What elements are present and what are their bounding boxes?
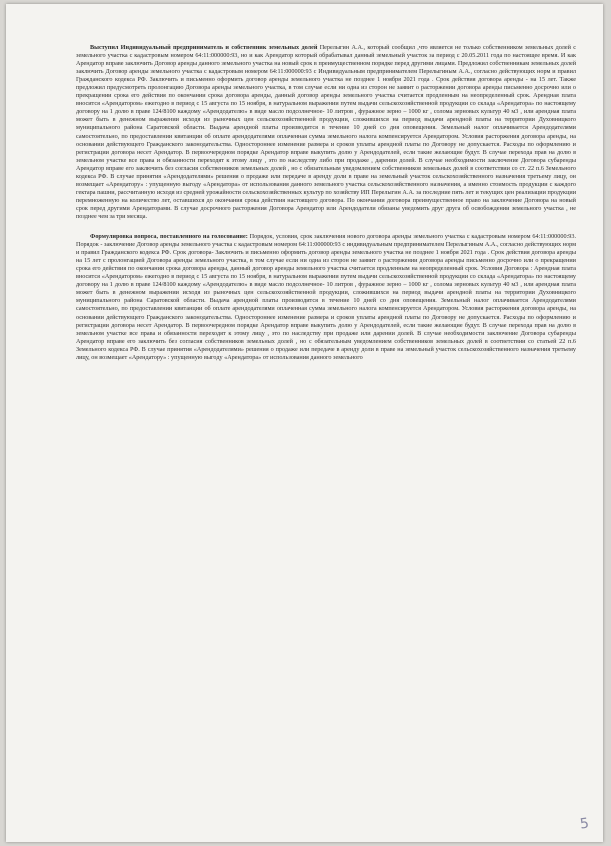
paragraph-gap: [76, 221, 576, 233]
intro-heading: Выступил Индивидуальный предприниматель и собственник земельных долей: [90, 44, 318, 51]
vote-question-text: Порядок, условия, срок заключения нового договора аренды земельного участка с кадастровым номером 64:11:000000:93. Порядок - заключение Договор аренды земельного участка с кадастровым номером 64:11:000000:93 с индивидуальным предпринимателем Перелыгиным А.А., согласно действующих норм и правил Гражданского кодекса РФ. Срок договора- Заключить и письменно оформить договор аренды земельного участка не позднее 1 ноября 2021 года . Срок действия договора аренды на 15 лет с пролонгацией Договора аренды земельного участка, в том случае если ни одна из сторон не заявит о расторжении договора аренды письменно досрочно или о прекращении срока его действия по окончании срока договора аренды, данный договор аренды земельного участка считается продленным на неопределенный срок. Условия Договора : Арендная плата вносится «Арендатором» ежегодно в период с 15 августа по 15 ноября, в натуральном выражении путем выдачи сельскохозяйственной продукции со склада «Арендатора» по настоящему договору на 1 долю в праве 124/8100 каждому «Арендодателю» в виде масло подсолнечное- 10 литров , фуражное зерно – 1000 кг , солома зерновых культур 40 м3 , или арендная плата может быть в денежном выражении исходя из рыночных цен сельскохозяйственной продукции, сложившихся на период выдачи арендной платы на территории Духовницкого муниципального района Саратовской области. Выдача арендной платы производится в течение 10 дней со дня оповещения. Земельный налог оплачивается Арендодателями самостоятельно, по предоставлении квитанции об оплате арендодателями оплаченная сумма земельного налога компенсируется Арендатором. Условия расторжения договора аренды, на основании действующего Гражданского законодательства. Одностороннее изменение размера и сроков уплаты арендной платы по Договору не допускается. Расходы по оформлению и регистрации договора несет Арендатор. В первоочередном порядке Арендатор вправе выкупить долю у Арендодателей, если такие желающие будут. В случае перехода прав на долю в земельном участке все права и обязанности переходят к этому лицу , это по наследству при продаже или дарении долей. В случае необходимости заключение Договора субаренды Арендатор вправе его заключить без согласия собственников земельных долей , но с обязательным уведомлением собственников земельных долей в соответствии со статьей 22 п.6 Земельного кодекса РФ. В случае принятия «Арендодателями» решения о продаже или передаче в аренду доли в праве на земельный участок сельскохозяйственного назначения третьему лицу, он возмещает «Арендатору» : упущенную выгоду «Арендатора» от использования данного земельного: [76, 233, 576, 361]
intro-text: Перелыгин А.А., который сообщил ,что является не только собственником земельных долей с земельного участка с кадастровым номером 64:11:000000:93, но и как Арендатор который обрабатывал данный земельный участок за период с 20.05.2011 года по настоящее время. И как Арендатор вправе заключить Договор аренды данного земельного участка на новый срок в преимущественном порядке перед другими лицами. Предложил собственникам земельных долей заключить Договор аренды земельного участка с кадастровым номером 64:11:000000:93 с Индивидуальным предпринимателем Перелыгиным А.А., согласно действующих норм и правил Гражданского кодекса РФ. Заключить и письменно оформить договор аренды земельного участка не позднее 1 ноября 2021 года . Срок действия договора аренды - на 15 лет. Также предложил предусмотреть пролонгацию Договора аренды земельного участка, в том случае если ни одна из сторон не заявит о расторжении договора аренды письменно досрочно или о прекращении срока его действия по окончании срока договора аренды, данный договор аренды земельного участка считается продленным на неопределенный срок. Арендная плата вносится «Арендатором» ежегодно в период с 15 августа по 15 ноября, в натуральном выражении путем выдачи сельскохозяйственной продукции со склада «Арендатора» по настоящему договору на 1 долю в праве 124/8100 каждому «Арендодателю» в виде масло подсолнечное- 10 литров , фуражное зерно – 1000 кг , солома зерновых культур 40 м3 , или арендная плата может быть в денежном выражении исходя из рыночных цен сельскохозяйственной продукции, сложившихся на период выдачи арендной платы на территории Духовницкого муниципального района Саратовской области. Выдача арендной платы производится в течение 10 дней со дня оповещения. Земельный налог оплачивается Арендодателями самостоятельно, по предоставлении квитанции об оплате арендодателями оплаченная сумма земельного налога компенсируется Арендатором. Условия расторжения договора аренды, на основании действующего Гражданского законодательства. Одностороннее изменение размера и сроков уплаты арендной платы по Договору не допускается. Расходы по оформлению и регистрации договора несет Арендатор. В первоочередном порядке Арендатор вправе выкупить долю у Арендодателей, если такие желающие будут. В случае перехода прав на долю в земельном участке все права и обязанности переходят к этому лицу , это по наследству либо при продаже , дарении долей. В случае необходимости заключение Договора субаренды Арендатор вправе его заключить без согласия собственников земельных долей , но с обязательным уведомлением собственников земельных долей в соответствии со ст. 22 п.6 Земельного кодекса РФ. В случае принятия «Арендодателями» решения о продаже или передаче в аренду доли в праве на земельный участок сельскохозяйственного назначения третьему лицу, он возмещает «Арендатору» : упущенную выгоду «Арендатора» от использования данного земельного участка сельскохозяйственного назначения, а именно стоимость продукции с каждого гектара пашни, рассчитанную исходя из средней урожайности сельскохозяйственных культур по хозяйству ИП Перелыгин А.А. за последние пять лет и текущих цен реализации продукции перемноженную на количество лет, оставшихся до окончания срока действия настоящего договора. По окончании договора преимущественное право на заключение Договора на новый срок перед другими Арендаторами. В случае досрочного расторжения Договора Арендатор или Арендодатели обязаны уведомить друг друга об освобождении земельного участка , не позднее чем за три месяца.: [76, 44, 576, 220]
handwritten-page-mark: 5: [579, 815, 591, 833]
vote-question-paragraph: [76, 233, 576, 362]
document-body: [76, 44, 576, 804]
intro-paragraph: [76, 44, 576, 221]
document-page: [6, 4, 603, 842]
vote-question-title: Формулировка вопроса, поставленного на голосование:: [90, 233, 248, 241]
